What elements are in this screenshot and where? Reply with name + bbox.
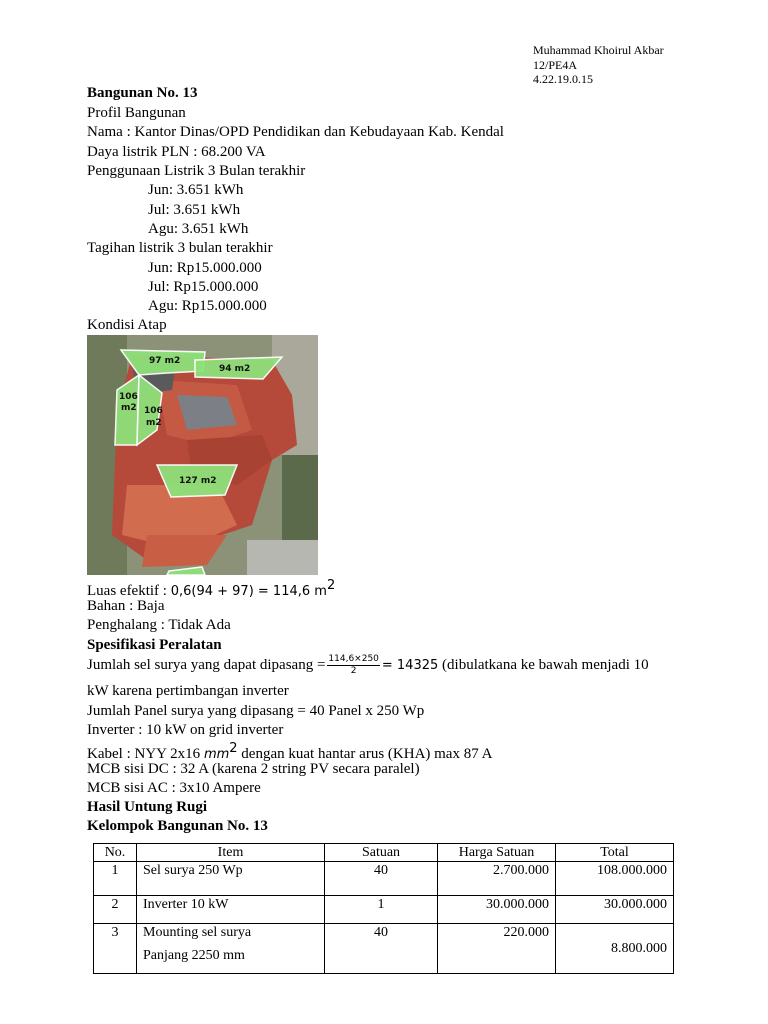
jumlah-panel: Jumlah Panel surya yang dipasang = 40 Panel x 250 Wp [87, 703, 425, 719]
luas-sup: 2 [326, 578, 336, 593]
header-item: Item [137, 844, 325, 862]
cell-harga: 30.000.000 [438, 896, 556, 924]
kelompok-heading: Kelompok Bangunan No. 13 [87, 818, 268, 834]
cell-total: 8.800.000 [556, 924, 674, 974]
author-class: 12/PE4A [533, 57, 578, 72]
jumlah-sel-suffix: (dibulatkana ke bawah menjadi 10 [438, 656, 649, 673]
cell-satuan: 40 [325, 924, 438, 974]
table-row [94, 896, 674, 924]
jumlah-sel-prefix: Jumlah sel surya yang dapat dipasang = [87, 656, 326, 673]
tagihan-jul: Jul: Rp15.000.000 [148, 279, 259, 295]
bahan: Bahan : Baja [87, 598, 165, 614]
author-block [533, 43, 664, 87]
penggunaan-jul: Jul: 3.651 kWh [148, 202, 241, 218]
cell-item: Sel surya 250 Wp [137, 862, 325, 896]
luas-efektif [87, 578, 335, 600]
cell-no: 3 [94, 924, 137, 974]
jumlah-sel-result: = 14325 [381, 657, 439, 673]
cell-item [137, 924, 325, 974]
kabel-sup: 2 [229, 741, 238, 756]
luas-formula: 0,6(94 + 97) = 114,6 m [170, 584, 327, 599]
jumlah-sel-line [87, 654, 649, 677]
penghalang: Penghalang : Tidak Ada [87, 617, 231, 633]
fraction-denominator: 2 [350, 666, 357, 676]
kabel-suffix: dengan kuat hantar arus (KHA) max 87 A [237, 746, 493, 762]
cell-no: 2 [94, 896, 137, 924]
roof-label-106b-unit: m2 [146, 418, 162, 428]
cell-satuan: 40 [325, 862, 438, 896]
roof-aerial-image [87, 335, 318, 575]
header-harga: Harga Satuan [438, 844, 556, 862]
roof-label-127: 127 m2 [179, 476, 217, 486]
mcb-ac: MCB sisi AC : 3x10 Ampere [87, 780, 261, 796]
profil-daya: Daya listrik PLN : 68.200 VA [87, 144, 266, 160]
cell-total: 30.000.000 [556, 896, 674, 924]
tagihan-agu: Agu: Rp15.000.000 [148, 298, 267, 314]
penggunaan-agu: Agu: 3.651 kWh [148, 221, 249, 237]
roof-label-106b-num: 106 [144, 406, 163, 416]
roof-label-94: 94 m2 [219, 364, 251, 374]
profil-nama: Nama : Kantor Dinas/OPD Pendidikan dan Kebudayaan Kab. Kendal [87, 124, 504, 140]
kabel [87, 741, 492, 763]
penggunaan-jun: Jun: 3.651 kWh [148, 182, 244, 198]
spesifikasi-heading: Spesifikasi Peralatan [87, 637, 222, 653]
kondisi-atap-label: Kondisi Atap [87, 317, 167, 333]
cell-no: 1 [94, 862, 137, 896]
table-header-row [94, 844, 674, 862]
jumlah-sel-fraction [327, 654, 379, 677]
table-row [94, 862, 674, 896]
kabel-unit: mm [203, 747, 230, 762]
cell-harga: 220.000 [438, 924, 556, 974]
tagihan-heading: Tagihan listrik 3 bulan terakhir [87, 240, 273, 256]
penggunaan-heading: Penggunaan Listrik 3 Bulan terakhir [87, 163, 306, 179]
roof-label-97: 97 m2 [149, 356, 181, 366]
author-id: 4.22.19.0.15 [533, 72, 593, 86]
roof-label-106a-unit: m2 [121, 403, 137, 413]
luas-prefix: Luas efektif : [87, 583, 171, 599]
profil-heading: Profil Bangunan [87, 105, 186, 121]
table-row [94, 924, 674, 974]
cell-item-line2: Panjang 2250 mm [143, 948, 245, 963]
cell-harga: 2.700.000 [438, 862, 556, 896]
cell-satuan: 1 [325, 896, 438, 924]
kabel-prefix: Kabel : NYY 2x16 [87, 746, 204, 762]
cost-table [93, 843, 674, 974]
page-title: Bangunan No. 13 [87, 85, 198, 101]
header-no: No. [94, 844, 137, 862]
inverter: Inverter : 10 kW on grid inverter [87, 722, 284, 738]
cell-item-line1: Mounting sel surya [143, 925, 252, 940]
mcb-dc: MCB sisi DC : 32 A (karena 2 string PV secara paralel) [87, 761, 420, 777]
author-name: Muhammad Khoirul Akbar [533, 43, 664, 57]
roof-label-106a-num: 106 [119, 392, 138, 402]
header-total: Total [556, 844, 674, 862]
jumlah-sel-line2: kW karena pertimbangan inverter [87, 683, 289, 699]
header-satuan: Satuan [325, 844, 438, 862]
cell-item: Inverter 10 kW [137, 896, 325, 924]
fraction-numerator: 114,6×250 [328, 654, 379, 664]
hasil-heading: Hasil Untung Rugi [87, 799, 208, 815]
cell-total: 108.000.000 [556, 862, 674, 896]
tagihan-jun: Jun: Rp15.000.000 [148, 260, 262, 276]
